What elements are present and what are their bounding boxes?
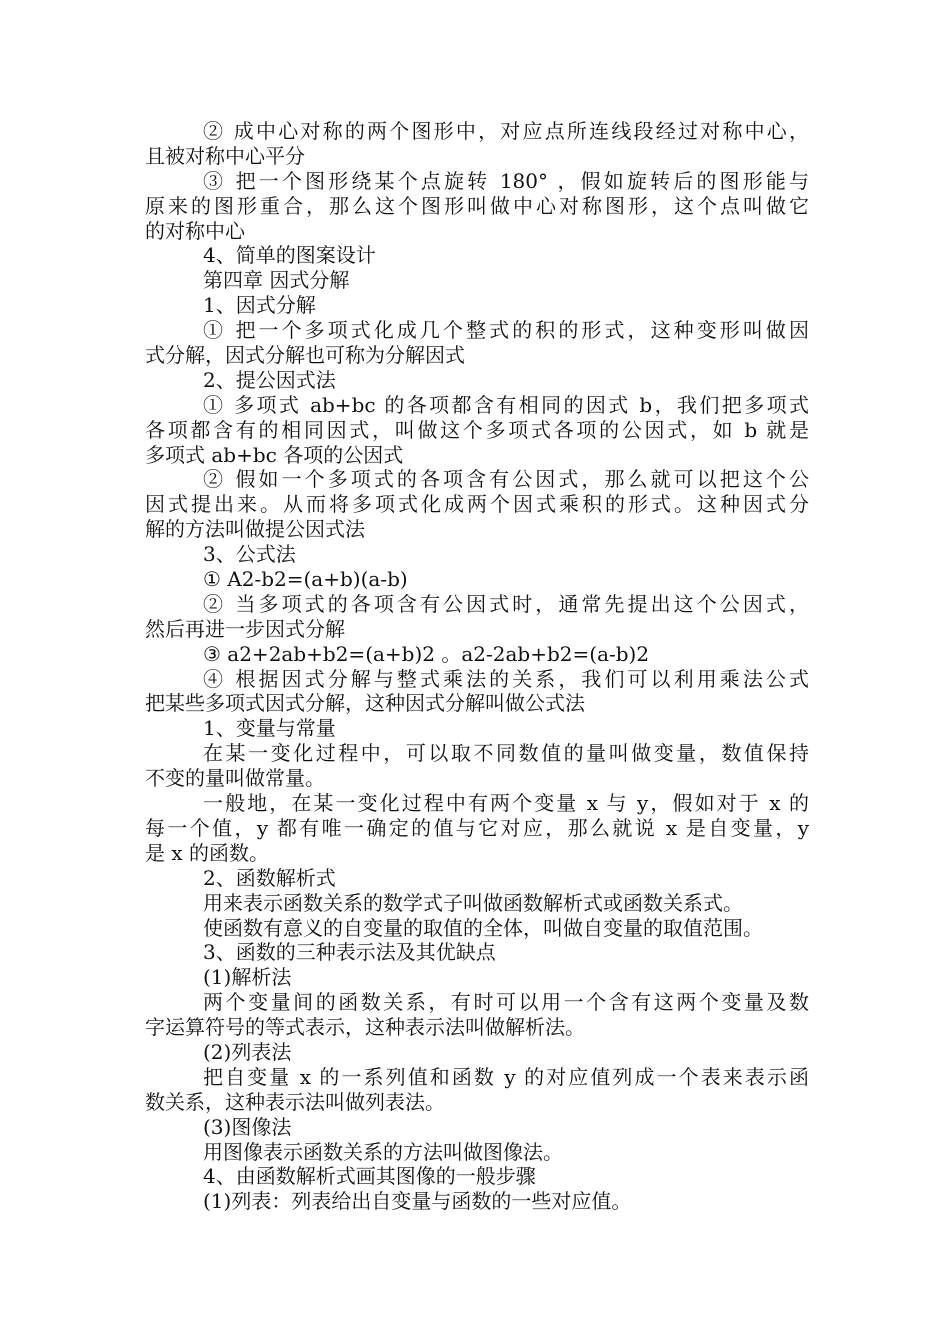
text-line: 数关系，这种表示法叫做列表法。 (145, 1089, 445, 1114)
text-line: 用来表示函数关系的数学式子叫做函数解析式或函数关系式。 (203, 890, 743, 915)
text-line: ① 把一个多项式化成几个整式的积的形式，这种变形叫做因 (203, 318, 809, 343)
text-line: 用图像表示函数关系的方法叫做图像法。 (203, 1139, 563, 1164)
text-line: 1、变量与常量 (203, 716, 336, 741)
text-line: 式分解，因式分解也可称为分解因式 (145, 343, 465, 368)
text-line: 且被对称中心平分 (145, 143, 305, 168)
text-line: 字运算符号的等式表示，这种表示法叫做解析法。 (145, 1015, 585, 1040)
text-line: 在某一变化过程中，可以取不同数值的量叫做变量，数值保持 (203, 741, 809, 766)
text-line: 4、由函数解析式画其图像的一般步骤 (203, 1164, 536, 1189)
text-line: 每一个值，y 都有唯一确定的值与它对应，那么就说 x 是自变量，y (145, 815, 809, 840)
text-line: ① A2-b2=(a+b)(a-b) (203, 567, 408, 592)
text-line: ④ 根据因式分解与整式乘法的关系，我们可以利用乘法公式 (203, 666, 809, 691)
text-line: 多项式 ab+bc 各项的公因式 (145, 442, 404, 467)
text-line: 3、公式法 (203, 542, 296, 567)
text-line: 2、函数解析式 (203, 865, 336, 890)
text-line: 不变的量叫做常量。 (145, 766, 325, 791)
text-line: 的对称中心 (145, 218, 245, 243)
text-line: 解的方法叫做提公因式法 (145, 517, 365, 542)
text-line: (3)图像法 (203, 1114, 292, 1139)
text-line: 使函数有意义的自变量的取值的全体，叫做自变量的取值范围。 (203, 915, 763, 940)
text-line: ③ 把一个图形绕某个点旋转 180° ，假如旋转后的图形能与 (203, 168, 809, 193)
text-line: 4、简单的图案设计 (203, 243, 376, 268)
text-line: ① 多项式 ab+bc 的各项都含有相同的因式 b，我们把多项式 (203, 392, 809, 417)
text-line: ② 成中心对称的两个图形中，对应点所连线段经过对称中心， (203, 119, 809, 143)
text-line: (1)解析法 (203, 965, 292, 990)
text-line: 两个变量间的函数关系，有时可以用一个含有这两个变量及数 (203, 990, 809, 1015)
text-line: 2、提公因式法 (203, 367, 336, 392)
text-line: 1、因式分解 (203, 293, 316, 318)
text-line: 各项都含有的相同因式，叫做这个多项式各项的公因式，如 b 就是 (145, 417, 809, 442)
text-line: ② 假如一个多项式的各项含有公因式，那么就可以把这个公 (203, 467, 809, 492)
text-line: 把某些多项式因式分解，这种因式分解叫做公式法 (145, 691, 585, 716)
text-line: ② 当多项式的各项含有公因式时，通常先提出这个公因式， (203, 591, 809, 616)
text-line: (2)列表法 (203, 1039, 292, 1064)
text-line: 是 x 的函数。 (145, 840, 269, 865)
text-line: 因式提出来。从而将多项式化成两个因式乘积的形式。这种因式分 (145, 492, 809, 517)
text-line: 把自变量 x 的一系列值和函数 y 的对应值列成一个表来表示函 (203, 1064, 809, 1089)
text-line: 然后再进一步因式分解 (145, 616, 345, 641)
text-line: 3、函数的三种表示法及其优缺点 (203, 940, 496, 965)
text-line: ③ a2+2ab+b2=(a+b)2 。a2-2ab+b2=(a-b)2 (203, 641, 650, 666)
text-line: 第四章 因式分解 (203, 268, 350, 293)
text-line: 原来的图形重合，那么这个图形叫做中心对称图形，这个点叫做它 (145, 193, 809, 218)
text-line: (1)列表：列表给出自变量与函数的一些对应值。 (203, 1189, 632, 1214)
body-text (145, 119, 809, 1214)
text-line: 一般地，在某一变化过程中有两个变量 x 与 y，假如对于 x 的 (203, 791, 809, 816)
